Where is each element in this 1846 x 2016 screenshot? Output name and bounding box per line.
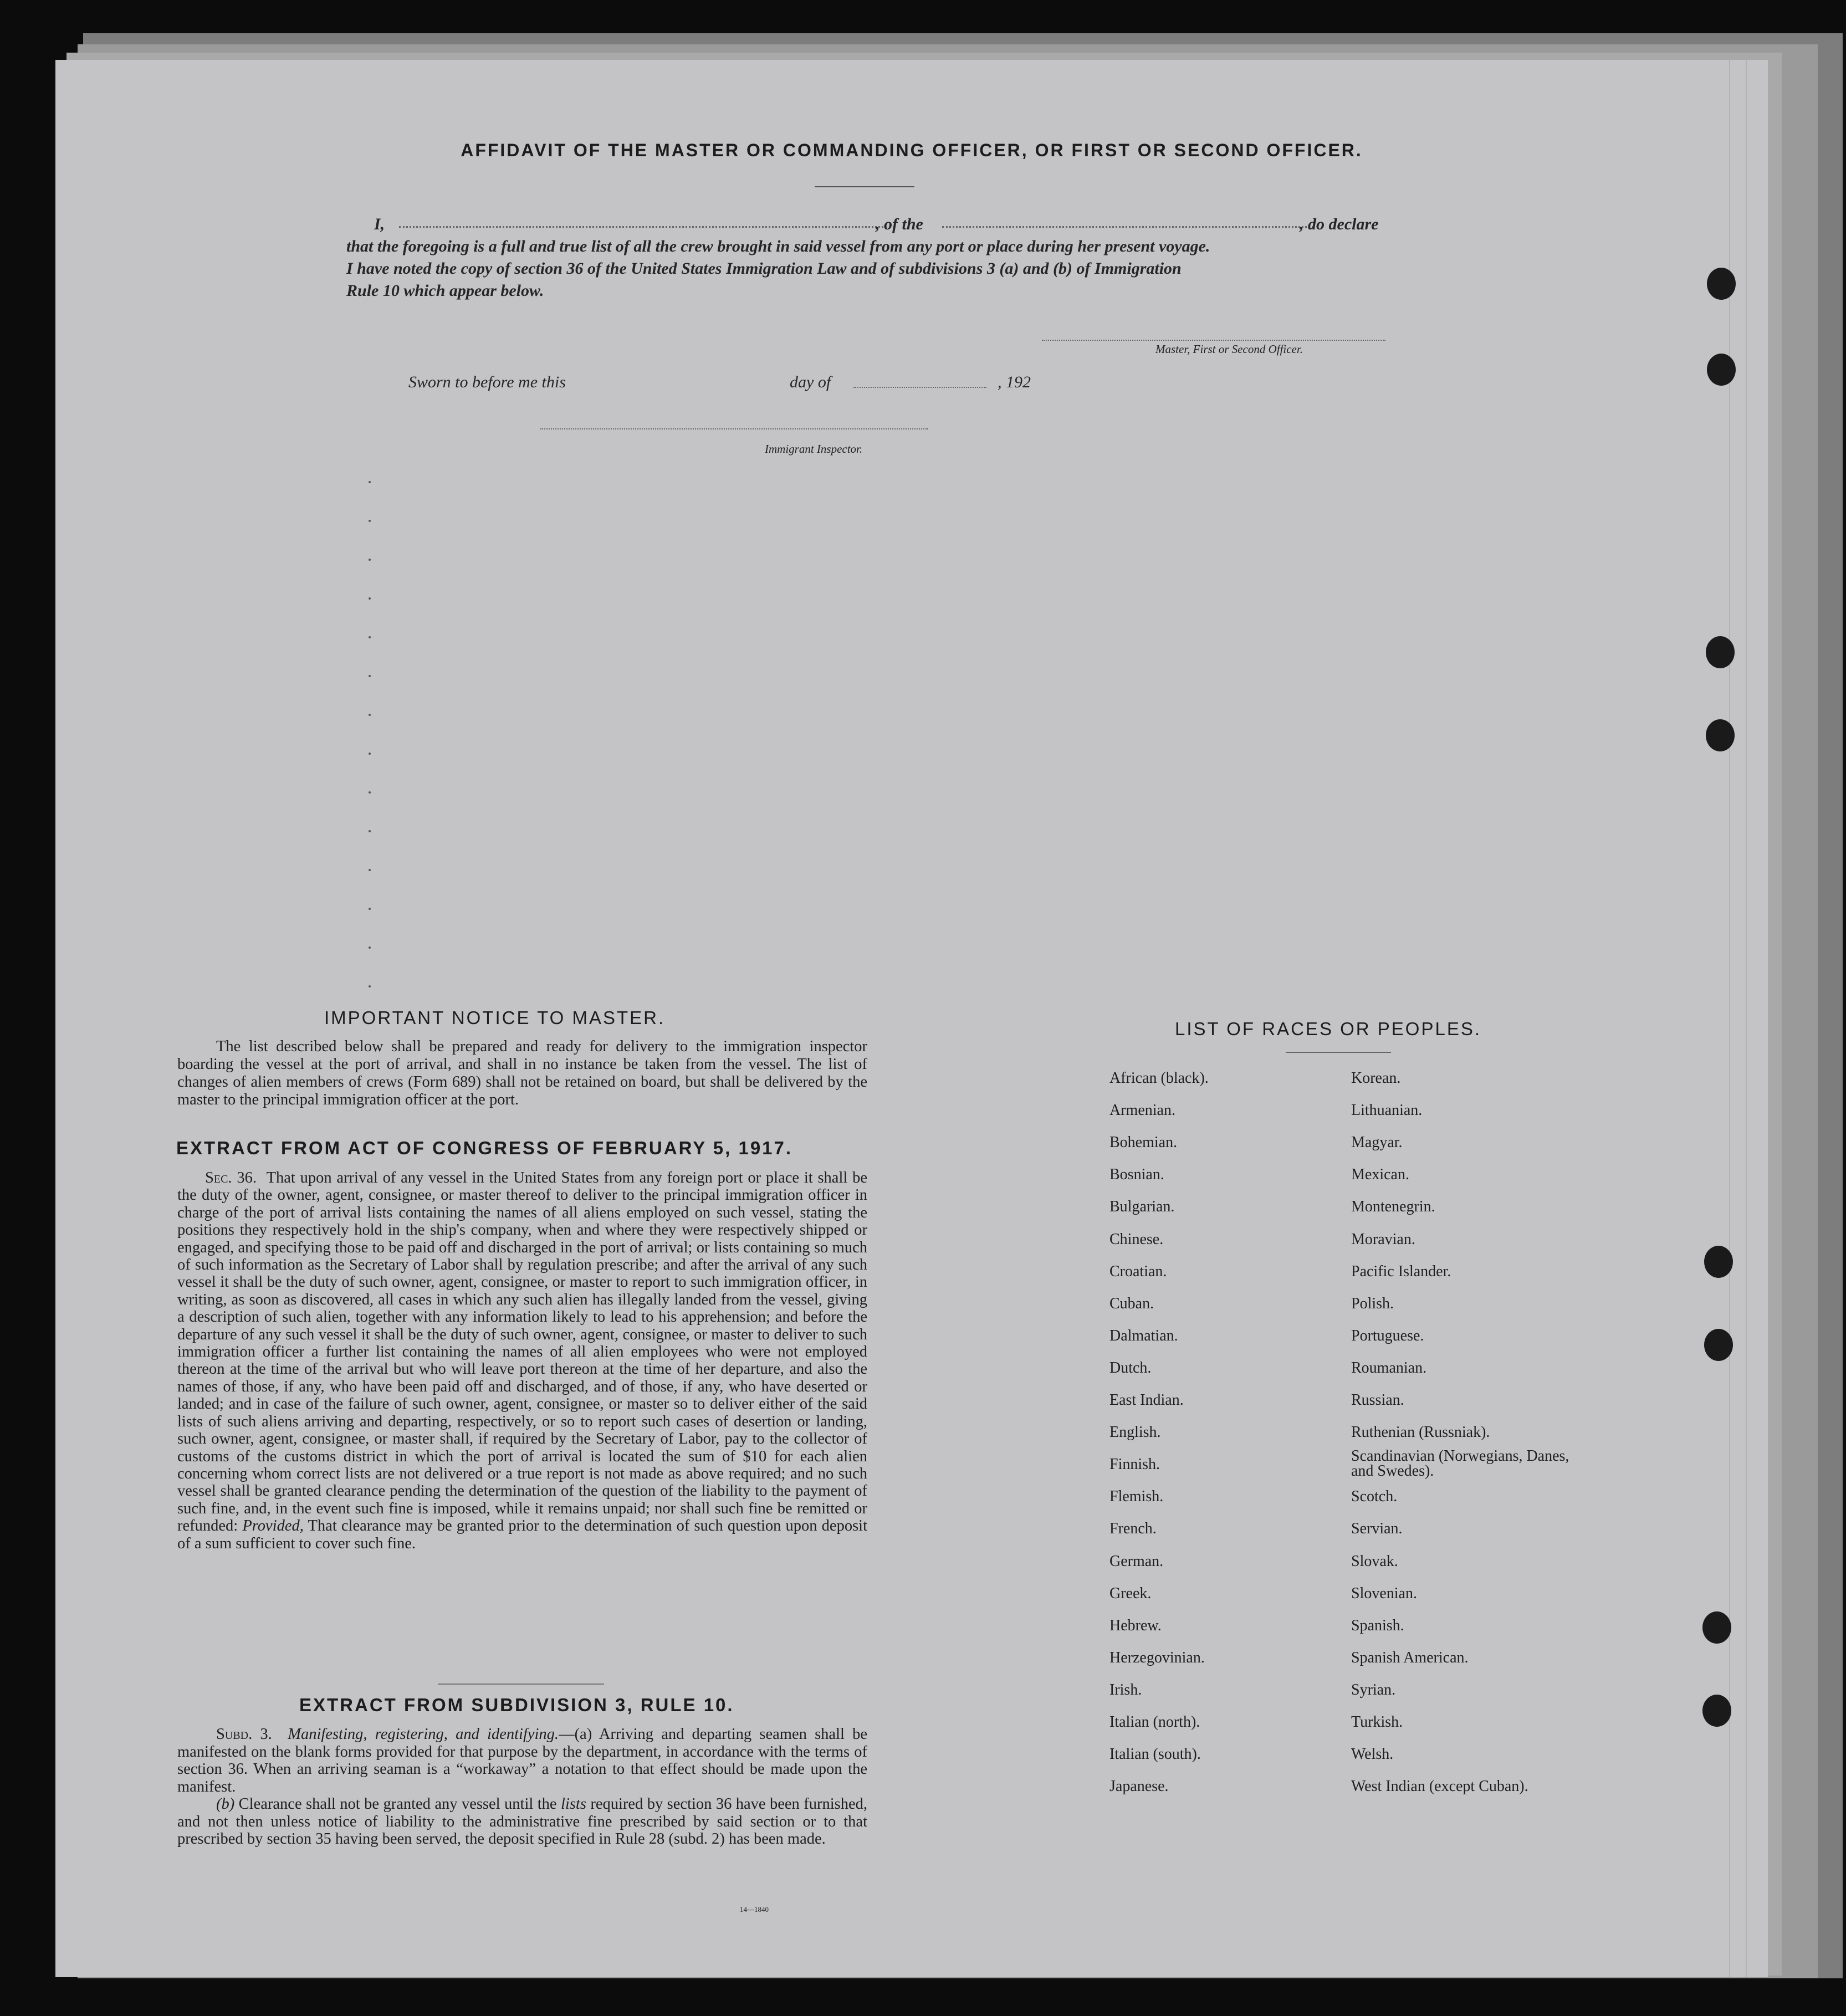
subd-b-label: (b) (216, 1795, 235, 1813)
margin-rule (1746, 60, 1747, 1977)
tick-mark (369, 869, 371, 871)
punch-hole (1704, 1246, 1733, 1278)
race-item: Armenian. (1109, 1102, 1175, 1119)
race-item: Mexican. (1351, 1166, 1409, 1184)
tick-mark (369, 753, 371, 755)
race-item: Chinese. (1109, 1230, 1164, 1248)
tick-mark (369, 830, 371, 832)
printer-mark: 14—1840 (740, 1905, 769, 1913)
master-signature-blank[interactable] (1042, 340, 1385, 341)
master-signature-label: Master, First or Second Officer. (1155, 342, 1303, 356)
punch-hole (1702, 1695, 1731, 1727)
race-item: Servian. (1351, 1520, 1403, 1538)
declarant-name-blank[interactable] (399, 226, 887, 228)
race-item: Flemish. (1109, 1488, 1164, 1506)
divider (815, 186, 914, 187)
notice-body: The list described below shall be prepared and ready for delivery to the immigration inspector boarding the vessel at the port of arrival, and shall in no instance be taken from the vessel. The list of changes of alien members of crews (Form 689) shall not be retained on board, but shall be delivered by the master to the principal immigration officer at the port. (177, 1038, 867, 1108)
race-item: Bosnian. (1109, 1166, 1164, 1184)
race-item: Dutch. (1109, 1359, 1152, 1377)
of-the-label: , of the (876, 215, 923, 233)
race-item: East Indian. (1109, 1391, 1184, 1409)
rule-extract-title: EXTRACT FROM SUBDIVISION 3, RULE 10. (299, 1695, 734, 1715)
tick-mark (369, 714, 371, 716)
races-title: LIST OF RACES OR PEOPLES. (1175, 1019, 1482, 1039)
act-extract-body (177, 1169, 867, 1552)
race-item: Roumanian. (1351, 1359, 1427, 1377)
subd-para-b-end: required by section 36 have been furnished, and not then unless notice of liability to the administrative fine prescribed by said section or to that prescribed by section 35 having been served, the deposit specified in Rule 28 (subd. 2) has been made. (177, 1795, 868, 1848)
affidavit-title: AFFIDAVIT OF THE MASTER OR COMMANDING OFFICER, OR FIRST OR SECOND OFFICER. (461, 140, 1363, 160)
month-blank[interactable] (853, 387, 986, 388)
race-item: Pacific Islander. (1351, 1262, 1451, 1280)
race-item: Japanese. (1109, 1778, 1169, 1795)
race-item: Slovenian. (1351, 1584, 1417, 1602)
race-item: African (black). (1109, 1070, 1209, 1087)
race-item: English. (1109, 1424, 1161, 1441)
race-item: Hebrew. (1109, 1616, 1162, 1634)
race-item: Croatian. (1109, 1262, 1167, 1280)
vessel-name-blank[interactable] (942, 226, 1313, 228)
race-item: Bulgarian. (1109, 1198, 1175, 1216)
race-item: Syrian. (1351, 1681, 1396, 1698)
subd-heading: Manifesting, registering, and identifying. (288, 1726, 559, 1743)
punch-hole (1706, 719, 1735, 751)
race-item: Russian. (1351, 1391, 1404, 1409)
race-item: Polish. (1351, 1294, 1394, 1312)
tick-mark (369, 675, 371, 677)
race-item: German. (1109, 1552, 1164, 1570)
section-text-end: That clearance may be granted prior to the determination of such question upon deposit of a sum sufficient to cover such fine. (177, 1517, 867, 1552)
race-item: Slovak. (1351, 1552, 1398, 1570)
tick-mark (369, 985, 371, 987)
race-item: Bohemian. (1109, 1134, 1178, 1152)
race-item: Montenegrin. (1351, 1198, 1435, 1216)
divider (438, 1684, 604, 1685)
section-label: Sec. 36. (205, 1169, 257, 1186)
race-item: Scandinavian (Norwegians, Danes, and Swedes). (1351, 1447, 1569, 1480)
race-item: Welsh. (1351, 1746, 1394, 1763)
punch-hole (1706, 636, 1735, 668)
tick-mark (369, 597, 371, 600)
punch-hole (1707, 268, 1736, 300)
rule-extract-body (177, 1726, 867, 1848)
sworn-label: Sworn to before me this (408, 373, 566, 391)
race-item: Korean. (1351, 1070, 1401, 1087)
subd-para-b-start: Clearance shall not be granted any vessel until the (238, 1795, 557, 1813)
punch-hole (1707, 354, 1736, 386)
race-item: Greek. (1109, 1584, 1152, 1602)
punch-hole (1704, 1329, 1733, 1361)
race-item: Lithuanian. (1351, 1102, 1423, 1119)
race-item: Finnish. (1109, 1456, 1160, 1473)
race-item: Magyar. (1351, 1134, 1403, 1152)
race-item: Turkish. (1351, 1713, 1403, 1731)
tick-mark (369, 559, 371, 561)
race-item: Scotch. (1351, 1488, 1398, 1506)
declaration-line-4: Rule 10 which appear below. (346, 282, 544, 300)
declaration-line-3: I have noted the copy of section 36 of the United States Immigration Law and of subdivisions 3 (a) and (b) of Immigration (346, 259, 1182, 278)
race-item: Moravian. (1351, 1230, 1415, 1248)
race-item: Spanish American. (1351, 1649, 1469, 1666)
tick-mark (369, 520, 371, 522)
document-page (55, 60, 1768, 1977)
tick-mark (369, 908, 371, 910)
race-item: French. (1109, 1520, 1157, 1538)
tick-mark (369, 791, 371, 794)
declaration-line-2: that the foregoing is a full and true list of all the crew brought in said vessel from any port or place during her present voyage. (346, 237, 1210, 255)
do-declare-label: , do declare (1300, 215, 1379, 233)
race-item: Herzegovinian. (1109, 1649, 1205, 1666)
tick-mark (369, 481, 371, 483)
provided-label: Provided, (242, 1517, 304, 1535)
day-of-label: day of (790, 373, 831, 391)
race-item: Cuban. (1109, 1294, 1154, 1312)
section-text: That upon arrival of any vessel in the United States from any foreign port or place it shall be the duty of the owner, agent, consignee, or master thereof to deliver to the principal immigration officer in charge of the port of arrival lists containing the names of all aliens employed on such vessel, stating the positions they respectively hold in the ship's company, when and where they were respectively shipped or engaged, and specifying those to be paid off and discharged in the port of arrival; or lists containing so much of such information as the Secretary of Labor shall by regulation prescribe; and after the arrival of any such vessel it shall be the duty of such owner, agent, consignee, or master to report to such immigration officer, in writing, as soon as discovered, all cases in which any such alien has illegally landed from the vessel, giving a description of such alien, together with any information likely to lead to his apprehension; and before the departure of any such vessel it shall be the duty of such owner, agent, consignee, or master to deliver to such immigration officer a further list containing the names of all alien employees who were not employed thereon at the time of the arrival but who will leave port thereon at the time of her departure, and also the names of those, if any, who have been paid off and discharged, and of those, if any, who have deserted or landed; and in case of the failure of such owner, agent, consignee, or master so to deliver either of the said lists of such aliens arriving and departing, respectively, or so to report such cases of desertion or landing, such owner, agent, consignee, or master shall, if required by the Secretary of Labor, pay to the collector of customs of the customs district in which the port of arrival is located the sum of $10 for each alien concerning whom correct lists are not delivered or a true report is not made as above required; and no such vessel shall be granted clearance pending the determination of the question of the liability to the payment of such fine, and, in the event such fine is imposed, while it remains unpaid; nor shall such fine be remitted or refunded: (177, 1169, 867, 1535)
margin-rule (1729, 60, 1730, 1977)
act-extract-title: EXTRACT FROM ACT OF CONGRESS OF FEBRUARY 5, 1917. (176, 1138, 793, 1158)
divider (1286, 1052, 1391, 1053)
race-item: Irish. (1109, 1681, 1142, 1698)
inspector-signature-label: Immigrant Inspector. (765, 442, 863, 456)
race-item: Ruthenian (Russniak). (1351, 1424, 1490, 1441)
inspector-signature-blank[interactable] (540, 428, 928, 429)
subd-lists: lists (560, 1795, 586, 1813)
tick-mark (369, 636, 371, 638)
race-item: Dalmatian. (1109, 1327, 1178, 1344)
punch-hole (1702, 1611, 1731, 1644)
race-item: Spanish. (1351, 1616, 1404, 1634)
race-item: Portuguese. (1351, 1327, 1424, 1344)
race-item: West Indian (except Cuban). (1351, 1778, 1528, 1795)
notice-title: IMPORTANT NOTICE TO MASTER. (324, 1007, 666, 1028)
subd-label: Subd. 3. (216, 1726, 272, 1743)
year-label: , 192 (998, 373, 1031, 391)
declarant-label: I, (374, 215, 385, 233)
subd-para-a: —(a) Arriving and departing seamen shall be manifested on the blank forms provided for that purpose by the department, in accordance with the terms of section 36. When an arriving seaman is a “workaway” a notation to that effect should be made upon the manifest. (177, 1726, 868, 1795)
race-item: Italian (north). (1109, 1713, 1200, 1731)
race-item: Italian (south). (1109, 1746, 1201, 1763)
tick-mark (369, 946, 371, 949)
